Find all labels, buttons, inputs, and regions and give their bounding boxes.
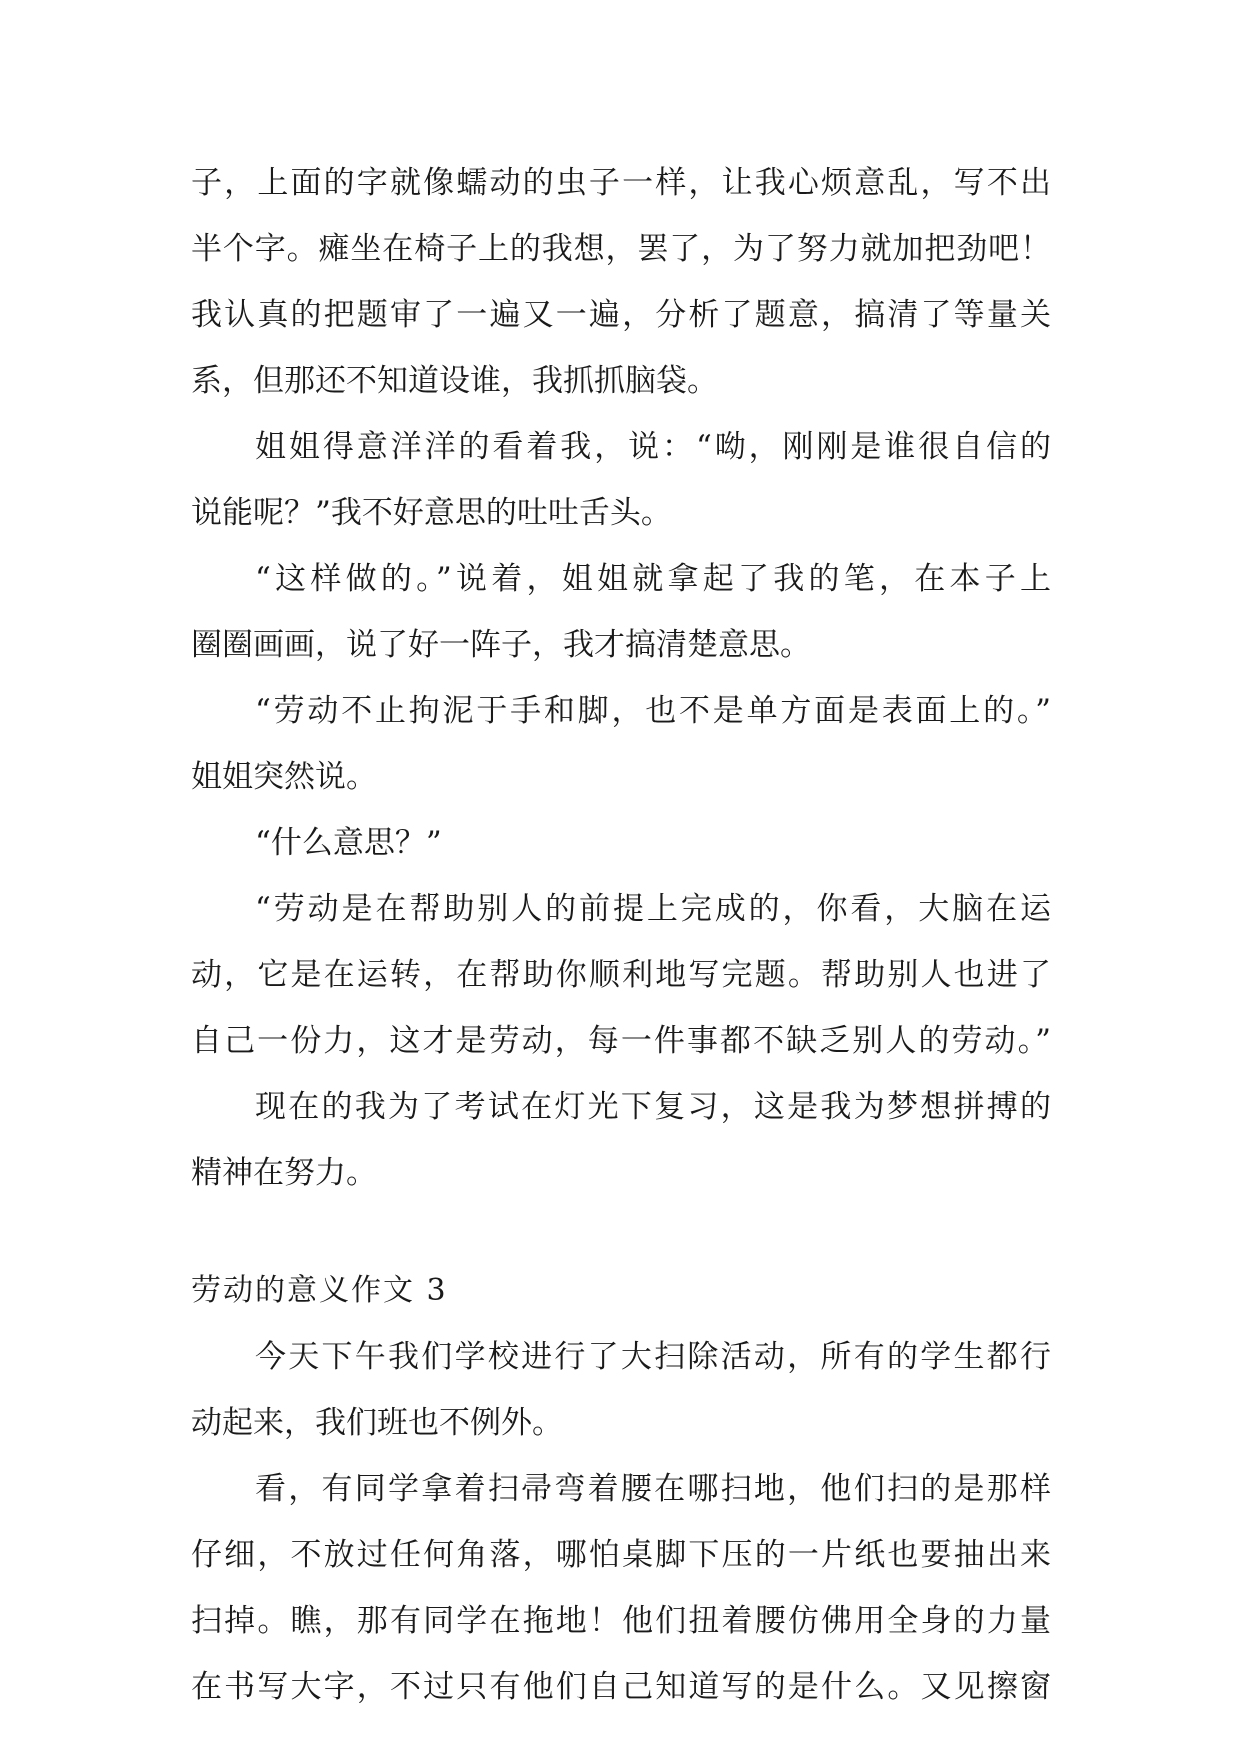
paragraph-line: 姐姐得意洋洋的看着我，说：“呦，刚刚是谁很自信的 (255, 429, 1051, 465)
paragraph-line: 精神在努力。 (191, 1155, 377, 1191)
paragraph-line: 动起来，我们班也不例外。 (191, 1405, 563, 1441)
paragraph-line: “什么意思？” (255, 825, 442, 861)
paragraph-line: 扫掉。瞧，那有同学在拖地！他们扭着腰仿佛用全身的力量 (191, 1603, 1051, 1639)
paragraph-line: 仔细，不放过任何角落，哪怕桌脚下压的一片纸也要抽出来 (191, 1537, 1051, 1573)
paragraph-line: “劳动是在帮助别人的前提上完成的，你看，大脑在运 (255, 891, 1051, 927)
paragraph-line: 自己一份力，这才是劳动，每一件事都不缺乏别人的劳动。” (191, 1023, 1051, 1059)
paragraph-line: 在书写大字，不过只有他们自己知道写的是什么。又见擦窗 (191, 1669, 1051, 1705)
paragraph-line: 姐姐突然说。 (191, 759, 377, 795)
paragraph-line: “劳动不止拘泥于手和脚，也不是单方面是表面上的。” (255, 693, 1051, 729)
paragraph-line: 系，但那还不知道设谁，我抓抓脑袋。 (191, 363, 718, 399)
paragraph-line: 圈圈画画，说了好一阵子，我才搞清楚意思。 (191, 627, 811, 663)
paragraph-line: 现在的我为了考试在灯光下复习，这是我为梦想拼搏的 (255, 1089, 1051, 1125)
paragraph-line: 看，有同学拿着扫帚弯着腰在哪扫地，他们扫的是那样 (255, 1471, 1051, 1507)
section-title: 劳动的意义作文 3 (191, 1273, 448, 1308)
paragraph-line: 今天下午我们学校进行了大扫除活动，所有的学生都行 (255, 1339, 1051, 1375)
paragraph-line: 动，它是在运转，在帮助你顺利地写完题。帮助别人也进了 (191, 957, 1051, 993)
paragraph-line: 我认真的把题审了一遍又一遍，分析了题意，搞清了等量关 (191, 297, 1051, 333)
paragraph-line: “这样做的。”说着，姐姐就拿起了我的笔，在本子上 (255, 561, 1051, 597)
paragraph-line: 说能呢？”我不好意思的吐吐舌头。 (191, 495, 672, 531)
paragraph-line: 半个字。瘫坐在椅子上的我想，罢了，为了努力就加把劲吧！ (191, 231, 1051, 267)
paragraph-line: 子，上面的字就像蠕动的虫子一样，让我心烦意乱，写不出 (191, 165, 1051, 201)
